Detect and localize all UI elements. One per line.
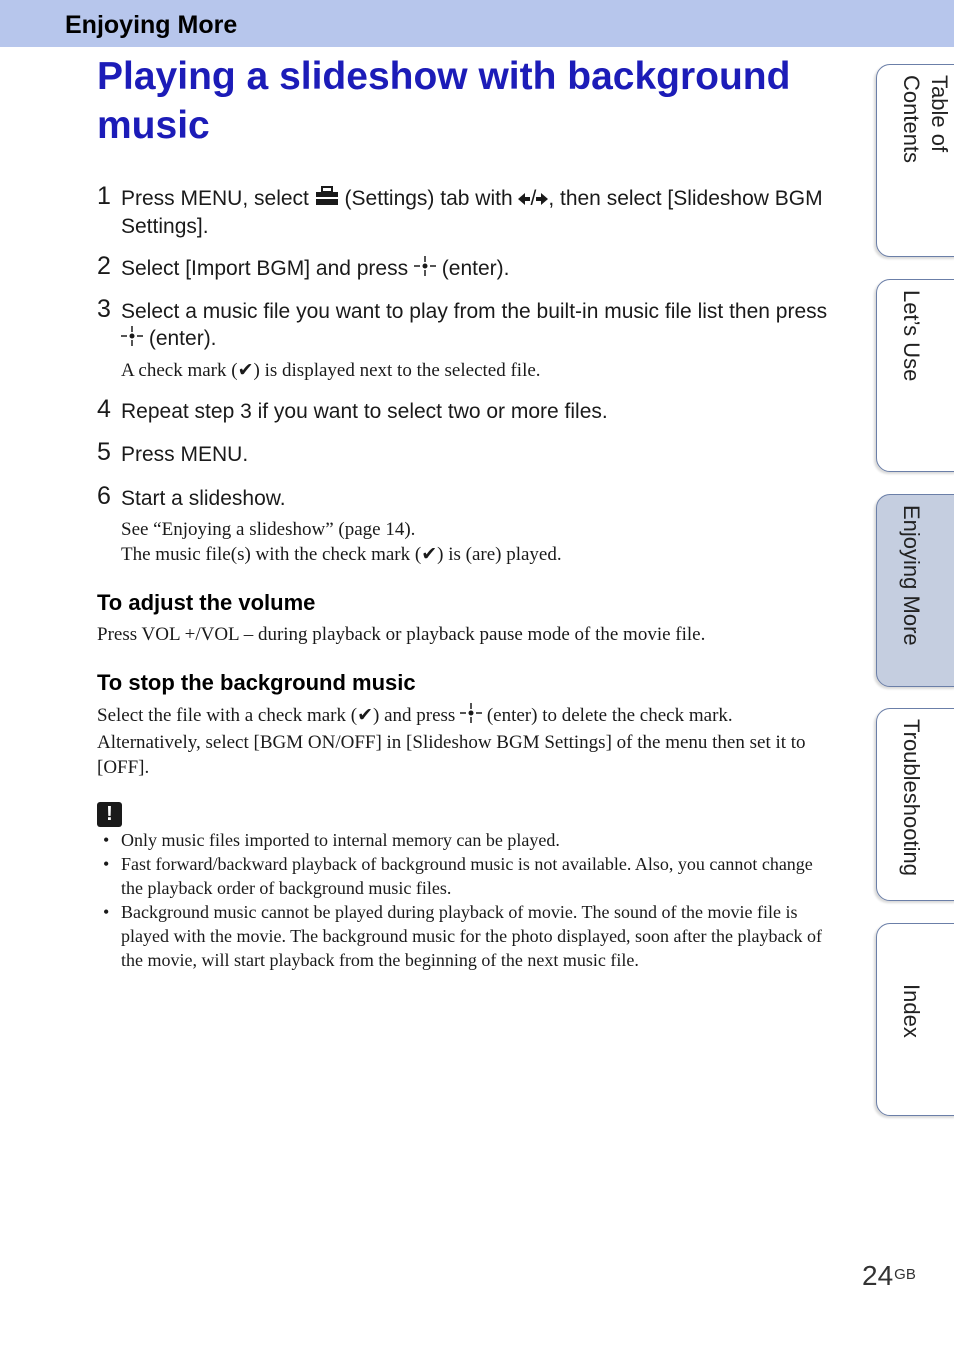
volume-heading: To adjust the volume (97, 590, 316, 615)
step-text: Repeat step 3 if you want to select two or more files. (121, 400, 608, 423)
step-3-note (121, 358, 541, 383)
tab-label: Table of Contents (899, 75, 952, 164)
enter-icon (121, 326, 143, 353)
note-text: A check mark ( (121, 360, 238, 381)
right-arrow-icon (536, 186, 548, 213)
tab-label: Enjoying More (899, 505, 924, 646)
caution-text: Fast forward/backward playback of background music is not available. Also, you cannot change the playback order of background music files. (121, 854, 813, 898)
step-text: Start a slideshow. (121, 487, 286, 510)
tab-label: Troubleshooting (899, 719, 924, 876)
caution-text: Background music cannot be played during playback of movie. The sound of the movie file is played with the movie. The background music for the photo displayed, soon after the playback of the movie, will start playback from the beginning of the next music file. (121, 902, 822, 970)
bullet: • (103, 854, 110, 874)
step-text: Select a music file you want to play from the built-in music file list then press (121, 300, 828, 323)
step-number: 3 (97, 295, 111, 323)
para-text: ) and press (373, 705, 461, 726)
bullet: • (103, 830, 110, 850)
caution-text: Only music files imported to internal memory can be played. (121, 830, 560, 850)
step-6-note-2 (121, 542, 562, 567)
caution-item (97, 900, 837, 972)
step-text: (Settings) tab with (338, 187, 519, 210)
volume-text: Press VOL +/VOL – during playback or playback pause mode of the movie file. (97, 624, 706, 645)
page-number-suffix: GB (894, 1266, 916, 1283)
step-text: Select [Import BGM] and press (121, 257, 414, 280)
tab-lets-use[interactable] (876, 279, 954, 472)
step-6-note-1: See “Enjoying a slideshow” (page 14). (121, 519, 416, 540)
caution-icon: ! (97, 802, 122, 827)
toolbox-icon (315, 186, 339, 213)
left-arrow-icon (518, 186, 530, 213)
stop-bgm-text (97, 703, 837, 780)
note-text: The music file(s) with the check mark ( (121, 544, 422, 565)
step-text: , then select [Slideshow BGM Settings]. (121, 187, 823, 238)
tab-index[interactable] (876, 923, 954, 1116)
para-text: (enter) to delete the check mark. Alternatively, select [BGM ON/OFF] in [Slideshow BGM Settings] of the menu then set it to [OFF]. (97, 705, 806, 779)
check-mark-icon: ✔ (357, 705, 374, 726)
tab-label: Index (899, 984, 924, 1038)
step-text: Press MENU. (121, 443, 249, 466)
enter-icon (460, 703, 482, 730)
step-text: (enter). (143, 327, 217, 350)
slash-separator: / (530, 187, 537, 210)
section-title: Enjoying More (65, 11, 238, 39)
step-1 (97, 182, 837, 240)
page-number-value: 24 (862, 1260, 894, 1291)
step-text: (enter). (435, 257, 510, 280)
caution-item (97, 828, 837, 852)
check-mark-icon: ✔ (421, 544, 438, 565)
tab-table-of-contents[interactable] (876, 64, 954, 257)
page-number (862, 1260, 916, 1292)
section-header-bar (0, 0, 954, 47)
caution-item (97, 852, 837, 900)
enter-icon (414, 256, 436, 283)
step-number: 5 (97, 438, 111, 466)
step-number: 4 (97, 395, 111, 423)
tab-enjoying-more[interactable] (876, 494, 954, 687)
step-text: Press MENU, select (121, 187, 315, 210)
note-text: ) is displayed next to the selected file. (253, 360, 541, 381)
tab-troubleshooting[interactable] (876, 708, 954, 901)
step-3 (97, 295, 837, 353)
para-text: Select the file with a check mark ( (97, 705, 358, 726)
caution-list (97, 828, 837, 972)
check-mark-icon: ✔ (237, 360, 254, 381)
step-number: 6 (97, 482, 111, 510)
page-title: Playing a slideshow with background music (97, 55, 791, 147)
step-2 (97, 252, 837, 283)
tab-label: Let’s Use (899, 290, 924, 382)
step-number: 2 (97, 252, 111, 280)
bullet: • (103, 902, 110, 922)
step-6 (97, 482, 837, 512)
step-4 (97, 395, 837, 425)
step-number: 1 (97, 182, 111, 210)
step-5 (97, 438, 837, 468)
stop-bgm-heading: To stop the background music (97, 670, 416, 695)
note-text: ) is (are) played. (437, 544, 562, 565)
